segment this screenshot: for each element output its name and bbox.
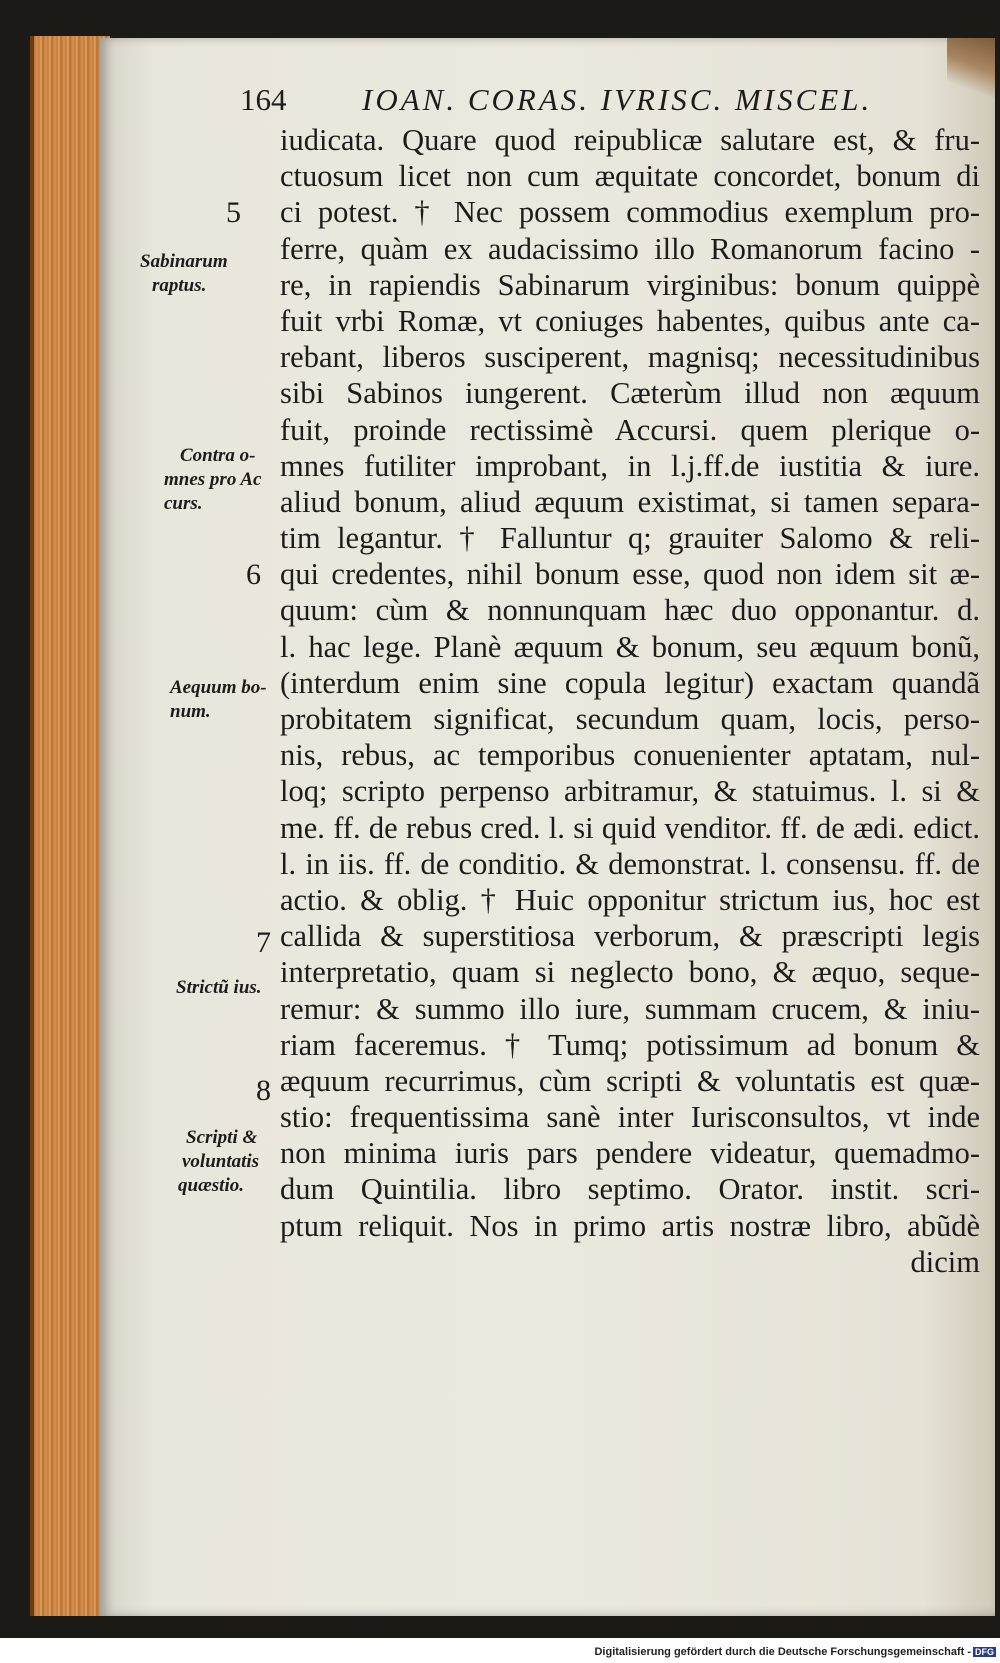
text-line: aliud bonum, aliud æquum existimat, si tamen separa- xyxy=(280,484,980,519)
text-line: ci potest. † Nec possem commodius exemplum pro- xyxy=(280,195,980,230)
credit-text: Digitalisierung gefördert durch die Deutsche Forschungsgemeinschaft - xyxy=(594,1646,971,1658)
marginal-note-line: voluntatis xyxy=(182,1151,260,1172)
text-line: mnes futiliter improbant, in l.j.ff.de iustitia & iure. xyxy=(280,448,980,483)
text-line: fuit vrbi Romæ, vt coniuges habentes, quibus ante ca- xyxy=(280,303,980,338)
text-line: remur: & summo illo iure, summam crucem, & iniu- xyxy=(280,991,980,1026)
text-line: l. hac lege. Planè æquum & bonum, seu æquum bonũ, xyxy=(280,629,980,664)
marginal-number: 8 xyxy=(256,1074,271,1107)
marginal-note-line: curs. xyxy=(164,493,203,514)
running-title: IOAN. CORAS. IVRISC. MISCEL. xyxy=(362,82,873,117)
text-line: callida & superstitiosa verborum, & præscripti legis xyxy=(280,919,980,954)
marginal-note-line: Scripti & xyxy=(186,1127,258,1148)
marginal-number: 5 xyxy=(226,196,241,229)
text-line: ctuosum licet non cum æquitate concordet, bonum di xyxy=(280,159,980,194)
text-line: stio: frequentissima sanè inter Iurisconsultos, vt inde xyxy=(280,1100,980,1135)
marginal-note-line: raptus. xyxy=(152,275,207,296)
text-line: interpretatio, quam si neglecto bono, & æquo, seque- xyxy=(280,955,980,990)
text-line: fuit, proinde rectissimè Accursi. quem plerique o- xyxy=(280,412,980,447)
text-line: dum Quintilia. libro septimo. Orator. instit. scri- xyxy=(280,1172,980,1207)
marginal-number: 6 xyxy=(246,558,261,591)
text-line: loq; scripto perpenso arbitramur, & statuimus. l. si & xyxy=(280,774,980,809)
marginal-note xyxy=(170,676,267,724)
marginal-note xyxy=(140,250,228,298)
marginal-note xyxy=(164,444,262,516)
text-line: tim legantur. † Falluntur q; grauiter Salomo & reli- xyxy=(280,521,980,556)
marginal-note-line: Contra o- xyxy=(180,445,256,466)
text-line: (interdum enim sine copula legitur) exactam quandã xyxy=(280,665,980,700)
text-line: re, in rapiendis Sabinarum virginibus: bonum quippè xyxy=(280,267,980,302)
marginal-note xyxy=(178,1126,260,1198)
marginal-note-line: num. xyxy=(170,701,211,722)
marginal-note-line: mnes pro Ac xyxy=(164,469,262,490)
text-line: sibi Sabinos iungerent. Cæterùm illud non æquum xyxy=(280,376,980,411)
text-line: rebant, liberos susciperent, magnisq; necessitudinibus xyxy=(280,340,980,375)
page-number: 164 xyxy=(240,82,287,117)
text-line: riam faceremus. † Tumq; potissimum ad bonum & xyxy=(280,1027,980,1062)
text-line: l. in iis. ff. de conditio. & demonstrat. l. consensu. ff. de xyxy=(280,846,980,881)
marginal-note-line: Aequum bo- xyxy=(170,677,267,698)
marginal-number: 7 xyxy=(256,926,271,959)
marginal-note xyxy=(176,976,262,1000)
dfg-logo: DFG xyxy=(975,1647,994,1657)
text-line: me. ff. de rebus cred. l. si quid venditor. ff. de ædi. edict. xyxy=(280,810,980,845)
page-corner-wear xyxy=(947,38,995,108)
body-text xyxy=(280,122,980,1280)
text-line: probitatem significat, secundum quam, locis, perso- xyxy=(280,702,980,736)
marginal-note-line: quæstio. xyxy=(178,1175,244,1196)
text-line: æquum recurrimus, cùm scripti & voluntatis est quæ- xyxy=(280,1063,980,1098)
digitization-credit xyxy=(594,1646,996,1658)
text-line: non minima iuris pars pendere videatur, quemadmo- xyxy=(280,1136,980,1171)
marginal-note-line: Strictũ ius. xyxy=(176,977,262,998)
text-line: actio. & oblig. † Huic opponitur strictum ius, hoc est xyxy=(280,882,980,917)
text-line: ptum reliquit. Nos in primo artis nostræ libro, abũdè xyxy=(280,1208,980,1243)
text-line: ferre, quàm ex audacissimo illo Romanorum facino - xyxy=(280,231,980,266)
text-line: quum: cùm & nonnunquam hæc duo opponantur. d. xyxy=(280,593,980,628)
text-line: qui credentes, nihil bonum esse, quod non idem sit æ- xyxy=(280,557,980,592)
page-header xyxy=(240,82,920,122)
text-line: iudicata. Quare quod reipublicæ salutare est, & fru- xyxy=(280,123,980,157)
text-line: nis, rebus, ac temporibus conuenienter aptatam, nul- xyxy=(280,738,980,773)
book-page-edges xyxy=(30,36,110,1616)
catchword: dicim xyxy=(910,1244,980,1279)
marginal-note-line: Sabinarum xyxy=(140,251,228,272)
